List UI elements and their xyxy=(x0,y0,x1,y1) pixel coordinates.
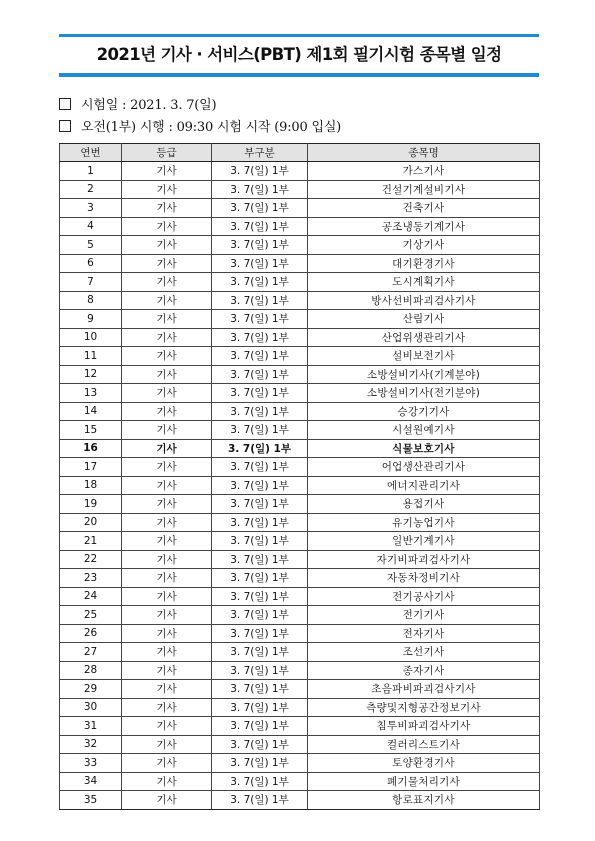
row-subject: 방사선비파괴검사기사 xyxy=(308,291,540,310)
row-serial: 20 xyxy=(60,513,122,532)
row-session: 3. 7(일) 1부 xyxy=(212,791,308,810)
table-row xyxy=(60,680,540,699)
row-serial: 1 xyxy=(60,162,122,181)
row-grade: 기사 xyxy=(122,791,212,810)
row-session: 3. 7(일) 1부 xyxy=(212,606,308,625)
row-session: 3. 7(일) 1부 xyxy=(212,328,308,347)
row-subject: 측량및지형공간정보기사 xyxy=(308,698,540,717)
table-row xyxy=(60,476,540,495)
row-session: 3. 7(일) 1부 xyxy=(212,384,308,403)
table-row xyxy=(60,643,540,662)
row-serial: 33 xyxy=(60,754,122,773)
row-serial: 19 xyxy=(60,495,122,514)
row-session: 3. 7(일) 1부 xyxy=(212,162,308,181)
row-subject: 용접기사 xyxy=(308,495,540,514)
table-row xyxy=(60,328,540,347)
row-session: 3. 7(일) 1부 xyxy=(212,402,308,421)
row-session: 3. 7(일) 1부 xyxy=(212,439,308,458)
row-session: 3. 7(일) 1부 xyxy=(212,347,308,366)
checkbox-icon xyxy=(59,98,71,110)
row-subject: 소방설비기사(기계분야) xyxy=(308,365,540,384)
row-grade: 기사 xyxy=(122,735,212,754)
row-session: 3. 7(일) 1부 xyxy=(212,236,308,255)
row-grade: 기사 xyxy=(122,402,212,421)
row-subject: 토양환경기사 xyxy=(308,754,540,773)
row-subject: 일반기계기사 xyxy=(308,532,540,551)
row-session: 3. 7(일) 1부 xyxy=(212,643,308,662)
table-row xyxy=(60,254,540,273)
row-subject: 전기공사기사 xyxy=(308,587,540,606)
row-grade: 기사 xyxy=(122,495,212,514)
row-serial: 9 xyxy=(60,310,122,329)
row-subject: 설비보전기사 xyxy=(308,347,540,366)
row-grade: 기사 xyxy=(122,162,212,181)
table-row xyxy=(60,180,540,199)
row-subject: 종자기사 xyxy=(308,661,540,680)
row-serial: 8 xyxy=(60,291,122,310)
row-subject: 공조냉동기계기사 xyxy=(308,217,540,236)
row-serial: 27 xyxy=(60,643,122,662)
row-subject: 가스기사 xyxy=(308,162,540,181)
row-session: 3. 7(일) 1부 xyxy=(212,365,308,384)
row-subject: 어업생산관리기사 xyxy=(308,458,540,477)
row-serial: 32 xyxy=(60,735,122,754)
row-session: 3. 7(일) 1부 xyxy=(212,199,308,218)
table-row xyxy=(60,624,540,643)
table-row xyxy=(60,402,540,421)
row-serial: 35 xyxy=(60,791,122,810)
table-header-row xyxy=(60,144,540,162)
row-grade: 기사 xyxy=(122,236,212,255)
row-grade: 기사 xyxy=(122,661,212,680)
row-subject: 침투비파괴검사기사 xyxy=(308,717,540,736)
table-row xyxy=(60,458,540,477)
row-session: 3. 7(일) 1부 xyxy=(212,587,308,606)
row-subject: 시설원예기사 xyxy=(308,421,540,440)
table-row xyxy=(60,754,540,773)
row-serial: 23 xyxy=(60,569,122,588)
table-row xyxy=(60,439,540,458)
row-grade: 기사 xyxy=(122,291,212,310)
row-subject: 대기환경기사 xyxy=(308,254,540,273)
row-serial: 22 xyxy=(60,550,122,569)
row-serial: 31 xyxy=(60,717,122,736)
row-session: 3. 7(일) 1부 xyxy=(212,717,308,736)
row-grade: 기사 xyxy=(122,421,212,440)
row-subject: 기상기사 xyxy=(308,236,540,255)
row-subject: 항로표지기사 xyxy=(308,791,540,810)
row-subject: 초음파비파괴검사기사 xyxy=(308,680,540,699)
row-grade: 기사 xyxy=(122,347,212,366)
row-grade: 기사 xyxy=(122,754,212,773)
table-row xyxy=(60,513,540,532)
row-grade: 기사 xyxy=(122,180,212,199)
row-subject: 유기농업기사 xyxy=(308,513,540,532)
checkbox-icon xyxy=(59,120,71,132)
row-session: 3. 7(일) 1부 xyxy=(212,550,308,569)
row-subject: 산업위생관리기사 xyxy=(308,328,540,347)
row-session: 3. 7(일) 1부 xyxy=(212,661,308,680)
table-row xyxy=(60,606,540,625)
header-grade: 등급 xyxy=(122,144,212,162)
row-session: 3. 7(일) 1부 xyxy=(212,458,308,477)
row-subject: 산림기사 xyxy=(308,310,540,329)
row-serial: 10 xyxy=(60,328,122,347)
row-serial: 17 xyxy=(60,458,122,477)
row-serial: 25 xyxy=(60,606,122,625)
exam-date-text: 시험일 : 2021. 3. 7(일) xyxy=(81,98,217,113)
row-subject: 전기기사 xyxy=(308,606,540,625)
row-subject: 도시계획기사 xyxy=(308,273,540,292)
row-subject: 자동차정비기사 xyxy=(308,569,540,588)
row-serial: 5 xyxy=(60,236,122,255)
row-serial: 13 xyxy=(60,384,122,403)
title-block xyxy=(59,34,539,77)
row-session: 3. 7(일) 1부 xyxy=(212,735,308,754)
row-subject: 컬러리스트기사 xyxy=(308,735,540,754)
row-subject: 에너지관리기사 xyxy=(308,476,540,495)
title-bottom-rule xyxy=(59,73,539,77)
row-serial: 30 xyxy=(60,698,122,717)
row-serial: 34 xyxy=(60,772,122,791)
row-subject: 식물보호기사 xyxy=(308,439,540,458)
row-session: 3. 7(일) 1부 xyxy=(212,495,308,514)
row-grade: 기사 xyxy=(122,217,212,236)
table-row xyxy=(60,273,540,292)
row-grade: 기사 xyxy=(122,532,212,551)
header-serial: 연번 xyxy=(60,144,122,162)
row-serial: 4 xyxy=(60,217,122,236)
schedule-table xyxy=(59,143,540,810)
table-row xyxy=(60,347,540,366)
row-session: 3. 7(일) 1부 xyxy=(212,180,308,199)
table-row xyxy=(60,495,540,514)
row-grade: 기사 xyxy=(122,587,212,606)
row-serial: 11 xyxy=(60,347,122,366)
row-serial: 28 xyxy=(60,661,122,680)
row-subject: 전자기사 xyxy=(308,624,540,643)
table-row xyxy=(60,365,540,384)
row-serial: 7 xyxy=(60,273,122,292)
row-subject: 건축기사 xyxy=(308,199,540,218)
row-grade: 기사 xyxy=(122,310,212,329)
table-row xyxy=(60,162,540,181)
row-session: 3. 7(일) 1부 xyxy=(212,421,308,440)
row-grade: 기사 xyxy=(122,698,212,717)
row-session: 3. 7(일) 1부 xyxy=(212,513,308,532)
page-title: 2021년 기사 · 서비스(PBT) 제1회 필기시험 종목별 일정 xyxy=(96,45,502,64)
table-row xyxy=(60,236,540,255)
table-body xyxy=(60,162,540,810)
row-session: 3. 7(일) 1부 xyxy=(212,310,308,329)
row-subject: 승강기기사 xyxy=(308,402,540,421)
session-time-line xyxy=(59,116,341,135)
row-grade: 기사 xyxy=(122,476,212,495)
table-row xyxy=(60,421,540,440)
row-grade: 기사 xyxy=(122,513,212,532)
row-grade: 기사 xyxy=(122,717,212,736)
header-session: 부구분 xyxy=(212,144,308,162)
header-subject: 종목명 xyxy=(308,144,540,162)
row-grade: 기사 xyxy=(122,365,212,384)
session-time-text: 오전(1부) 시행 : 09:30 시험 시작 (9:00 입실) xyxy=(81,120,342,135)
row-serial: 18 xyxy=(60,476,122,495)
row-grade: 기사 xyxy=(122,254,212,273)
row-session: 3. 7(일) 1부 xyxy=(212,569,308,588)
table-row xyxy=(60,550,540,569)
row-serial: 6 xyxy=(60,254,122,273)
row-grade: 기사 xyxy=(122,643,212,662)
row-grade: 기사 xyxy=(122,458,212,477)
row-session: 3. 7(일) 1부 xyxy=(212,680,308,699)
table-row xyxy=(60,772,540,791)
row-serial: 21 xyxy=(60,532,122,551)
row-session: 3. 7(일) 1부 xyxy=(212,217,308,236)
table-row xyxy=(60,217,540,236)
row-session: 3. 7(일) 1부 xyxy=(212,698,308,717)
row-grade: 기사 xyxy=(122,439,212,458)
row-session: 3. 7(일) 1부 xyxy=(212,291,308,310)
table-row xyxy=(60,199,540,218)
row-serial: 2 xyxy=(60,180,122,199)
row-subject: 소방설비기사(전기분야) xyxy=(308,384,540,403)
row-grade: 기사 xyxy=(122,273,212,292)
row-session: 3. 7(일) 1부 xyxy=(212,476,308,495)
row-session: 3. 7(일) 1부 xyxy=(212,754,308,773)
row-serial: 24 xyxy=(60,587,122,606)
row-grade: 기사 xyxy=(122,772,212,791)
table-row xyxy=(60,661,540,680)
row-grade: 기사 xyxy=(122,606,212,625)
row-serial: 14 xyxy=(60,402,122,421)
table-row xyxy=(60,698,540,717)
row-session: 3. 7(일) 1부 xyxy=(212,624,308,643)
row-serial: 12 xyxy=(60,365,122,384)
row-serial: 15 xyxy=(60,421,122,440)
row-grade: 기사 xyxy=(122,624,212,643)
row-session: 3. 7(일) 1부 xyxy=(212,273,308,292)
row-subject: 자기비파괴검사기사 xyxy=(308,550,540,569)
row-grade: 기사 xyxy=(122,384,212,403)
table-row xyxy=(60,735,540,754)
row-serial: 26 xyxy=(60,624,122,643)
row-serial: 29 xyxy=(60,680,122,699)
row-subject: 조선기사 xyxy=(308,643,540,662)
table-row xyxy=(60,310,540,329)
table-row xyxy=(60,717,540,736)
row-session: 3. 7(일) 1부 xyxy=(212,254,308,273)
row-grade: 기사 xyxy=(122,550,212,569)
table-row xyxy=(60,384,540,403)
row-subject: 건설기계설비기사 xyxy=(308,180,540,199)
row-serial: 3 xyxy=(60,199,122,218)
row-grade: 기사 xyxy=(122,328,212,347)
table-row xyxy=(60,587,540,606)
row-grade: 기사 xyxy=(122,199,212,218)
row-subject: 폐기물처리기사 xyxy=(308,772,540,791)
row-session: 3. 7(일) 1부 xyxy=(212,532,308,551)
row-grade: 기사 xyxy=(122,680,212,699)
table-row xyxy=(60,291,540,310)
row-grade: 기사 xyxy=(122,569,212,588)
table-row xyxy=(60,791,540,810)
exam-date-line xyxy=(59,94,216,113)
table-row xyxy=(60,569,540,588)
row-session: 3. 7(일) 1부 xyxy=(212,772,308,791)
table-row xyxy=(60,532,540,551)
row-serial: 16 xyxy=(60,439,122,458)
